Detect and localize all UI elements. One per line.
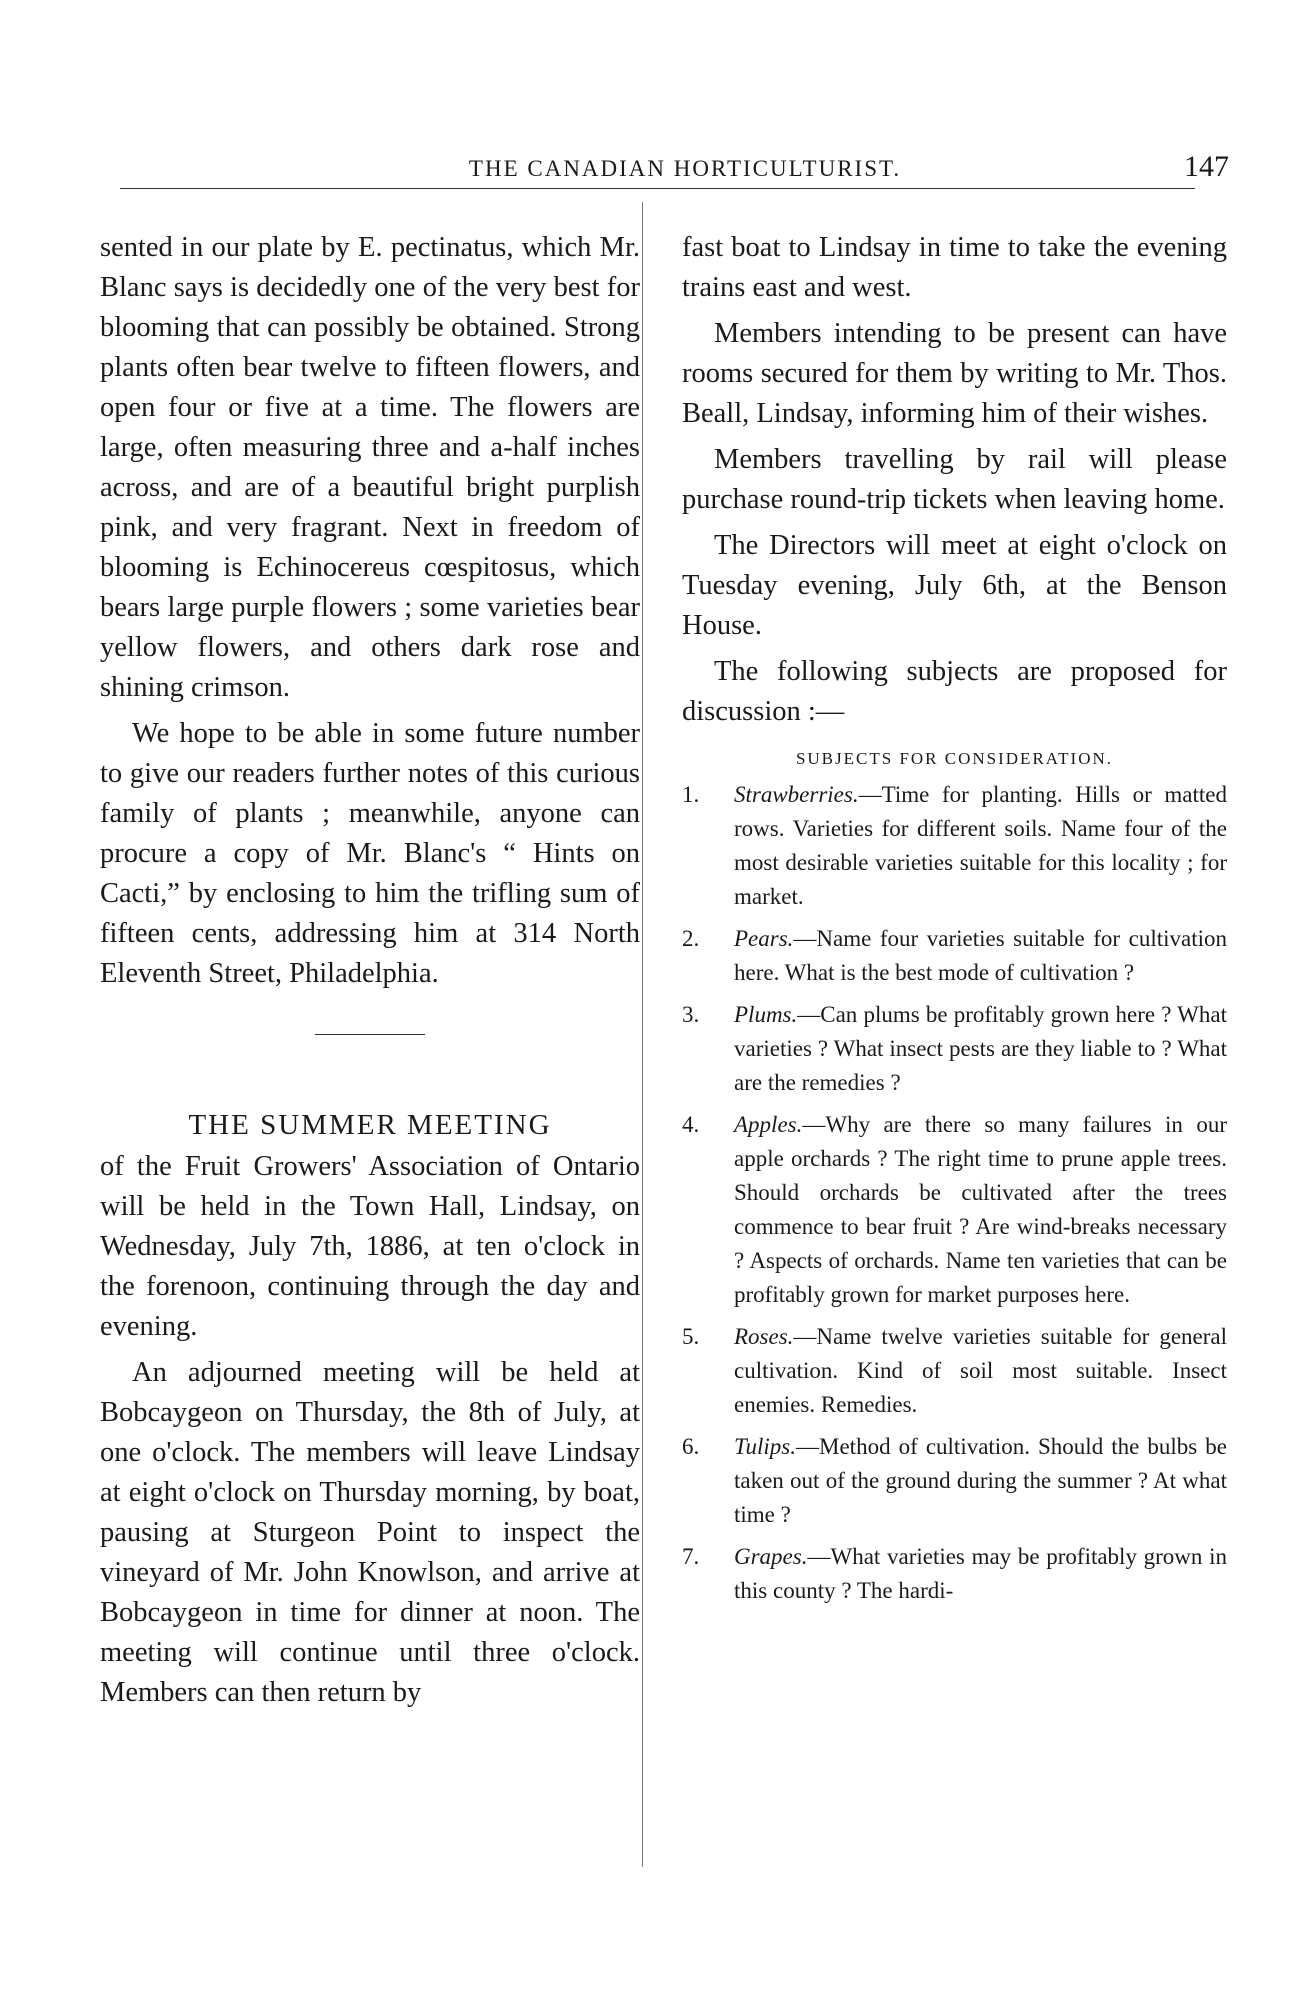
subject-text: —Time for planting. Hills or matted rows. Varieties for different soils. Name four of the most desirable varieties suitable for this locality ; for market. (734, 782, 1227, 909)
directors-paragraph: The Directors will meet at eight o'clock on Tuesday evening, July 6th, at the Benson House. (682, 530, 1227, 641)
column-divider (642, 202, 643, 1867)
subject-topic: Apples. (734, 1112, 803, 1137)
subject-text: —Can plums be profitably grown here ? What varieties ? What insect pests are they liable to ? What are the remedies ? (734, 1002, 1227, 1095)
subject-topic: Strawberries. (734, 782, 859, 807)
subject-item (682, 998, 1227, 1100)
header-rule (120, 188, 1195, 189)
subject-text: —Method of cultivation. Should the bulbs be taken out of the ground during the summer ? At what time ? (734, 1434, 1227, 1527)
subject-number: 3. (682, 1002, 700, 1027)
subject-topic: Pears. (734, 926, 794, 951)
subject-topic: Tulips. (734, 1434, 797, 1459)
subject-number: 5. (682, 1324, 700, 1349)
subject-number: 2. (682, 926, 700, 951)
subject-item (682, 1320, 1227, 1422)
rail-paragraph: Members travelling by rail will please purchase round-trip tickets when leaving home. (682, 444, 1227, 515)
meeting-paragraph-2: An adjourned meeting will be held at Bobcaygeon on Thursday, the 8th of July, at one o'clock. The members will leave Lindsay at eight o'clock on Thursday morning, by boat, pausing at Sturgeon Point to inspect the vineyard of Mr. John Knowlson, and arrive at Bobcaygeon in time for dinner at noon. The meeting will continue until three o'clock. Members can then return by (100, 1357, 640, 1708)
cacti-paragraph-2: We hope to be able in some future number to give our readers further notes of this curious family of plants ; meanwhile, anyone can procure a copy of Mr. Blanc's “ Hints on Cacti,” by enclosing to him the trifling sum of fifteen cents, addressing him at 314 North Eleventh Street, Philadelphia. (100, 718, 640, 989)
subject-number: 6. (682, 1434, 700, 1459)
subject-item (682, 778, 1227, 914)
subject-number: 4. (682, 1112, 700, 1137)
right-column (682, 228, 1227, 1616)
subject-text: —What varieties may be profitably grown in this county ? The hardi- (734, 1544, 1227, 1603)
subject-topic: Roses. (734, 1324, 794, 1349)
meeting-paragraph-1: of the Fruit Growers' Association of Ontario will be held in the Town Hall, Lindsay, on Wednesday, July 7th, 1886, at ten o'clock in the forenoon, continuing through the day and evening. (100, 1151, 640, 1342)
subjects-heading: SUBJECTS FOR CONSIDERATION. (795, 749, 1114, 768)
subject-text: —Name twelve varieties suitable for general cultivation. Kind of soil most suitable. Insect enemies. Remedies. (734, 1324, 1227, 1417)
journal-title: THE CANADIAN HORTICULTURIST. (468, 156, 902, 181)
page-number: 147 (1184, 150, 1229, 183)
section-separator (315, 1034, 425, 1035)
summer-meeting-heading: THE SUMMER MEETING (188, 1109, 552, 1141)
subject-item (682, 1430, 1227, 1532)
subject-item (682, 922, 1227, 990)
cacti-paragraph-1: sented in our plate by E. pectinatus, which Mr. Blanc says is decidedly one of the very best for blooming that can possibly be obtained. Strong plants often bear twelve to fifteen flowers, and open four or five at a time. The flowers are large, often measuring three and a-half inches across, and are of a beautiful bright purplish pink, and very fragrant. Next in freedom of blooming is Echinocereus cœspitosus, which bears large purple flowers ; some varieties bear yellow flowers, and others dark rose and shining crimson. (100, 232, 640, 703)
subject-topic: Grapes. (734, 1544, 808, 1569)
subject-number: 7. (682, 1544, 700, 1569)
boat-paragraph: fast boat to Lindsay in time to take the evening trains east and west. (682, 232, 1227, 303)
subject-topic: Plums. (734, 1002, 798, 1027)
subject-item (682, 1540, 1227, 1608)
subject-text: —Name four varieties suitable for cultivation here. What is the best mode of cultivation ? (734, 926, 1227, 985)
subject-number: 1. (682, 782, 700, 807)
subjects-list (682, 778, 1227, 1608)
left-column (100, 228, 640, 1719)
subjects-intro-paragraph: The following subjects are proposed for discussion :— (682, 656, 1227, 727)
running-header (120, 150, 1245, 190)
subject-text: —Why are there so many failures in our apple orchards ? The right time to prune apple trees. Should orchards be cultivated after the trees commence to bear fruit ? Are wind-breaks necessary ? Aspects of orchards. Name ten varieties that can be profitably grown for market purposes here. (734, 1112, 1227, 1307)
rooms-paragraph: Members intending to be present can have rooms secured for them by writing to Mr. Thos. Beall, Lindsay, informing him of their wishes. (682, 318, 1227, 429)
subject-item (682, 1108, 1227, 1312)
